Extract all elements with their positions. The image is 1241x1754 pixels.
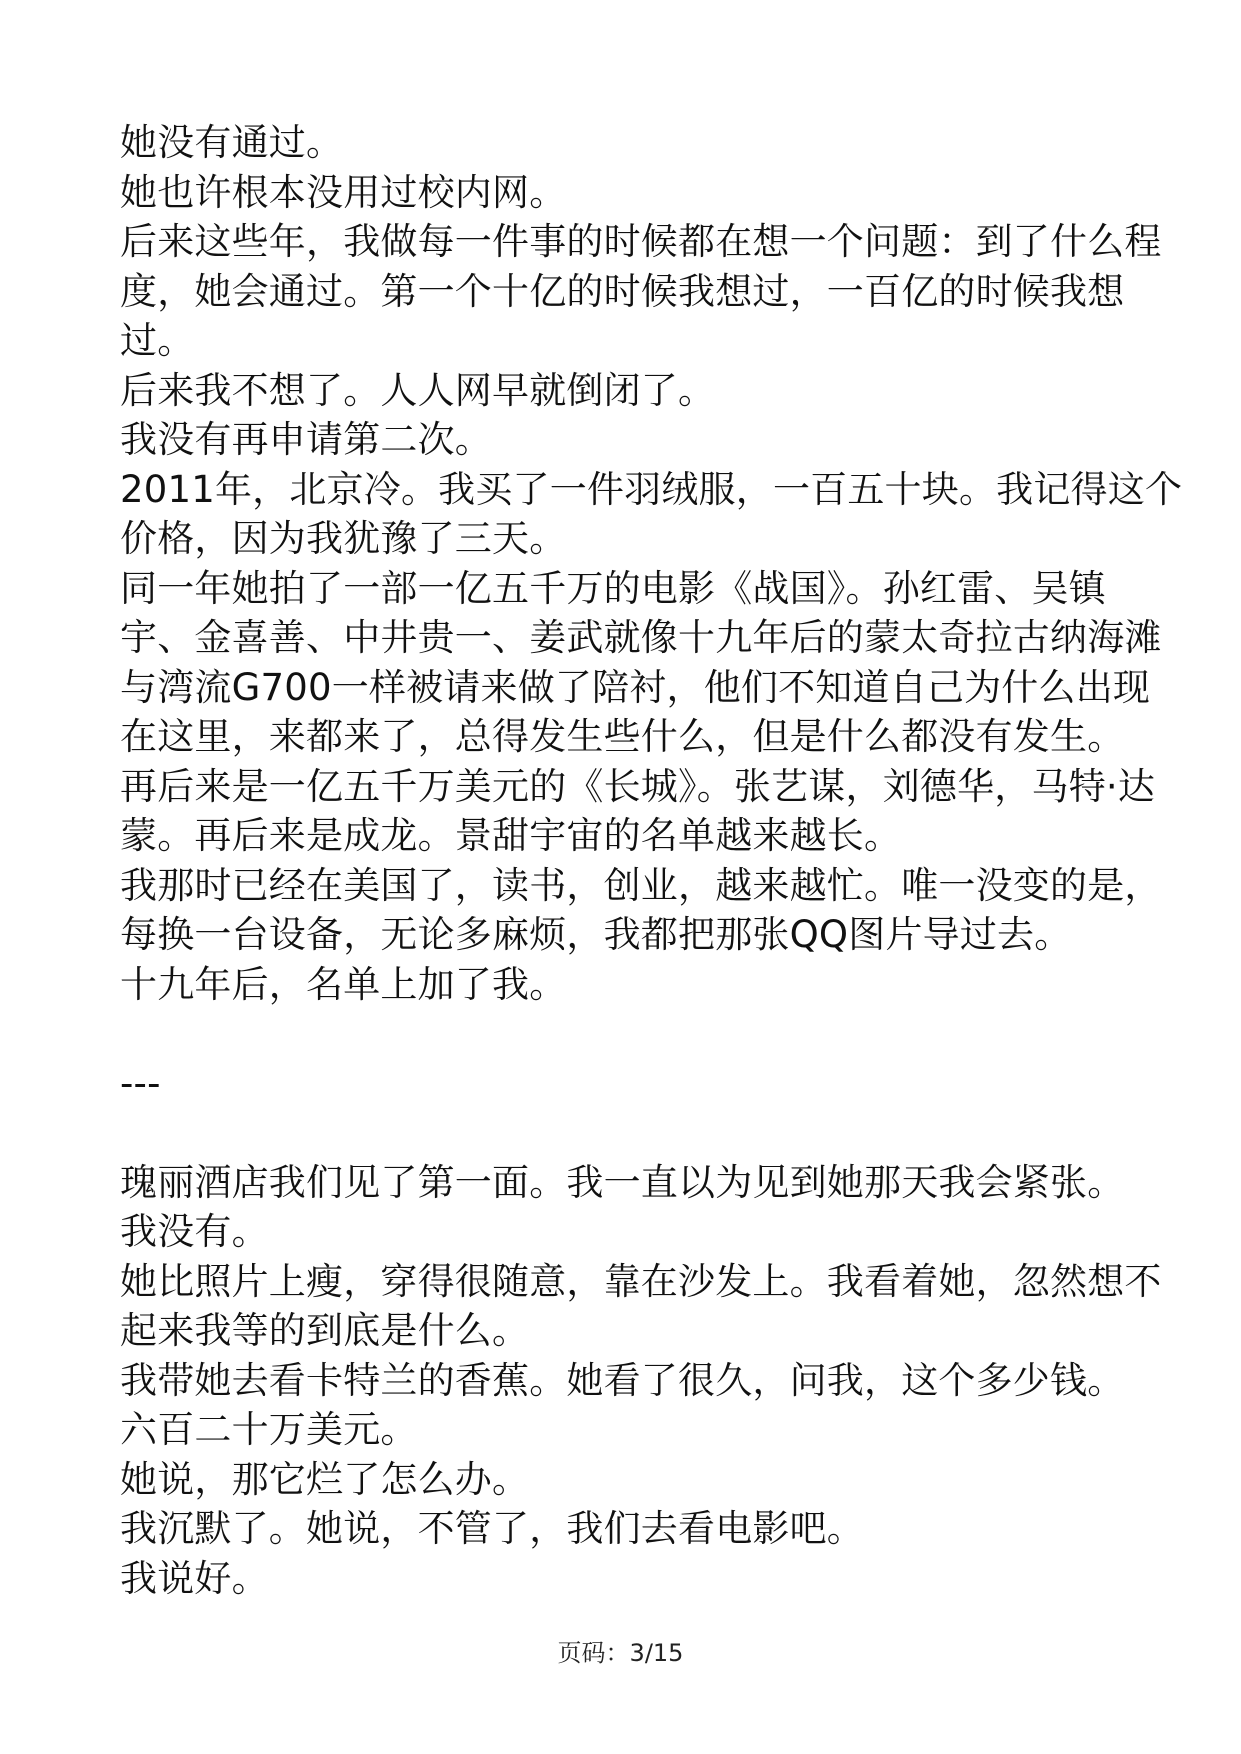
text-line: 她说，那它烂了怎么办。 <box>120 1457 530 1501</box>
text-line: 我没有再申请第二次。 <box>120 418 492 461</box>
text-line: 我说好。 <box>120 1556 269 1600</box>
text-line: 蒙。再后来是成龙。景甜宇宙的名单越来越长。 <box>120 814 902 857</box>
text-line: 在这里，来都来了，总得发生些什么，但是什么都没有发生。 <box>120 715 1125 758</box>
text-line: 我没有。 <box>120 1210 269 1253</box>
text-line: 六百二十万美元。 <box>120 1408 418 1451</box>
page-number: 页码：3/15 <box>557 1639 684 1667</box>
text-line: 瑰丽酒店我们见了第一面。我一直以为见到她那天我会紧张。 <box>120 1160 1125 1204</box>
text-line: 每换一台设备，无论多麻烦，我都把那张QQ图片导过去。 <box>120 913 1072 956</box>
text-line: 过。 <box>120 319 195 362</box>
text-line: 再后来是一亿五千万美元的《长城》。张艺谋，刘德华，马特·达 <box>120 764 1156 808</box>
section-divider: --- <box>120 1061 161 1105</box>
text-line: 她也许根本没用过校内网。 <box>120 170 567 214</box>
text-line: 我那时已经在美国了，读书，创业，越来越忙。唯一没变的是， <box>120 863 1162 907</box>
text-line: 她比照片上瘦，穿得很随意，靠在沙发上。我看着她，忽然想不 <box>120 1259 1162 1303</box>
text-line: 宇、金喜善、中井贵一、姜武就像十九年后的蒙太奇拉古纳海滩 <box>120 616 1162 659</box>
blank-line <box>120 1009 1130 1059</box>
text-line: 后来这些年，我做每一件事的时候都在想一个问题：到了什么程 <box>120 220 1162 263</box>
text-line: 同一年她拍了一部一亿五千万的电影《战国》。孙红雷、吴镇 <box>120 566 1106 610</box>
text-line: 十九年后，名单上加了我。 <box>120 962 567 1006</box>
text-line: 度，她会通过。第一个十亿的时候我想过，一百亿的时候我想 <box>120 269 1125 313</box>
body-text <box>120 118 1183 1603</box>
text-line: 价格，因为我犹豫了三天。 <box>120 517 567 560</box>
text-line: 她没有通过。 <box>120 121 344 164</box>
text-line: 我沉默了。她说，不管了，我们去看电影吧。 <box>120 1507 864 1550</box>
text-line: 2011年，北京冷。我买了一件羽绒服，一百五十块。我记得这个 <box>120 467 1183 511</box>
text-line: 后来我不想了。人人网早就倒闭了。 <box>120 368 716 412</box>
text-line: 起来我等的到底是什么。 <box>120 1309 530 1352</box>
text-line: 我带她去看卡特兰的香蕉。她看了很久，问我，这个多少钱。 <box>120 1358 1125 1402</box>
text-line: 与湾流G700一样被请来做了陪衬，他们不知道自己为什么出现 <box>120 665 1151 709</box>
blank-line <box>120 1108 1130 1158</box>
